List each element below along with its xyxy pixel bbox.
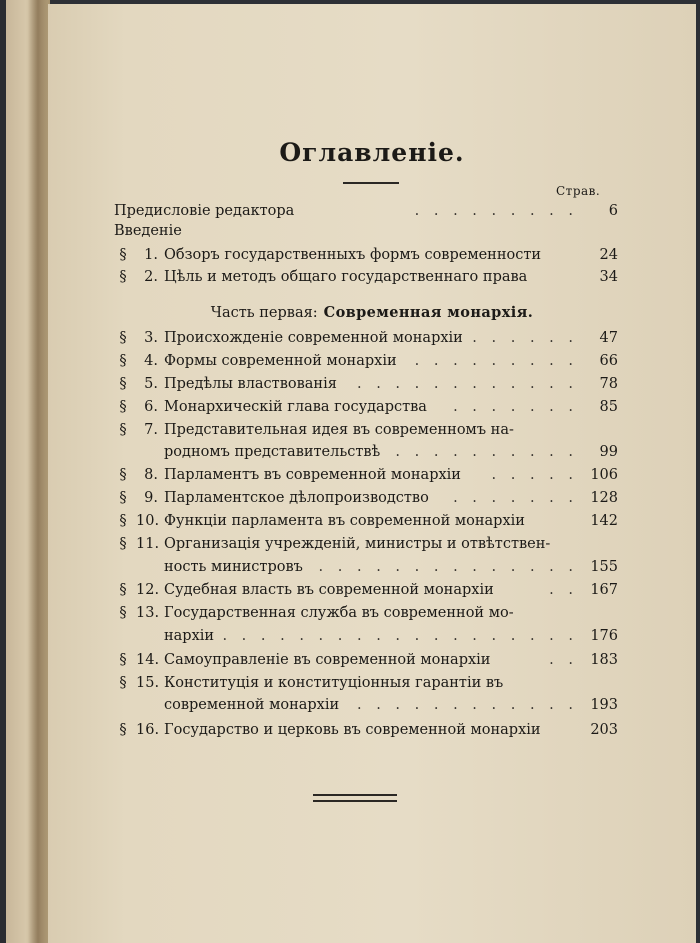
section-sign: § <box>119 269 127 285</box>
toc-entry-title: Функціи парламента въ современной монархіи <box>164 513 525 529</box>
page-number: 6 <box>608 203 618 219</box>
toc-entry <box>114 266 618 288</box>
toc-entry <box>114 220 618 242</box>
section-sign: § <box>119 353 127 369</box>
toc-entry-title: Самоуправленіе въ современной монархіи <box>164 652 491 668</box>
toc-entry <box>114 719 618 741</box>
toc-entry-title: нархіи <box>164 628 215 644</box>
page-number: 66 <box>599 353 618 369</box>
dot-leader: . . . . . <box>491 467 578 483</box>
toc-entry-title: Представительная идея въ современномъ на- <box>164 422 514 438</box>
toc-entry <box>114 579 618 601</box>
section-number: 6. <box>144 399 158 415</box>
section-sign: § <box>119 605 127 621</box>
dot-leader: . . . . . . . . . . . . <box>356 697 578 713</box>
toc-entry-title: родномъ представительствѣ <box>164 444 381 460</box>
section-number: 9. <box>144 490 158 506</box>
toc-entry-title: Монархическій глава государства <box>164 399 427 415</box>
toc-entry <box>114 533 618 555</box>
dot-leader: . . . . . . . . . . <box>395 444 578 460</box>
toc-entry-title: ность министровъ <box>164 559 303 575</box>
toc-entry-title: Обзоръ государственныхъ формъ современности <box>164 247 542 263</box>
toc-entry-title: современной монархіи <box>164 697 340 713</box>
dot-leader: . . . . . . . . . . . . <box>356 376 578 392</box>
toc-entry <box>114 602 618 624</box>
toc-entry <box>114 510 618 532</box>
section-sign: § <box>119 675 127 691</box>
toc-entry-title: Парламентъ въ современной монархіи <box>164 467 461 483</box>
toc-entry-title: Парламентское дѣлопроизводство <box>164 490 429 506</box>
section-number: 3. <box>144 330 158 346</box>
part-heading <box>48 304 696 321</box>
section-sign: § <box>119 376 127 392</box>
part-heading-title: Современная монархія. <box>323 304 534 321</box>
toc-entry <box>114 694 618 716</box>
page-title: Оглавленіе. <box>279 138 465 167</box>
toc-entry-title: Формы современной монархіи <box>164 353 397 369</box>
page-number: 47 <box>599 330 618 346</box>
page-number: 167 <box>590 582 618 598</box>
book-binding <box>28 0 48 943</box>
section-number: 15. <box>136 675 160 691</box>
section-number: 7. <box>144 422 158 438</box>
section-number: 11. <box>136 536 160 552</box>
page-number: 99 <box>599 444 618 460</box>
end-rule <box>313 794 397 796</box>
section-sign: § <box>119 722 127 738</box>
page-number: 85 <box>599 399 618 415</box>
section-sign: § <box>119 247 127 263</box>
section-number: 2. <box>144 269 158 285</box>
page-number: 176 <box>590 628 618 644</box>
page-column-header: Страв. <box>556 184 601 198</box>
page-number: 128 <box>590 490 618 506</box>
toc-entry <box>114 649 618 671</box>
dot-leader: . . <box>549 652 578 668</box>
section-number: 13. <box>136 605 160 621</box>
section-number: 5. <box>144 376 158 392</box>
section-sign: § <box>119 652 127 668</box>
dot-leader: . . . . . . . . . <box>414 203 578 219</box>
toc-entry-title: Организація учрежденій, министры и отвѣтствен- <box>164 536 551 552</box>
toc-entry-title: Введеніе <box>114 223 182 239</box>
toc-entry <box>114 244 618 266</box>
book-page <box>48 4 696 943</box>
toc-entry-title: Конституція и конституціонныя гарантіи въ <box>164 675 504 691</box>
section-number: 16. <box>136 722 160 738</box>
page-number: 34 <box>599 269 618 285</box>
section-sign: § <box>119 490 127 506</box>
dot-leader: . . . . . . . <box>453 399 578 415</box>
toc-entry <box>114 441 618 463</box>
section-sign: § <box>119 467 127 483</box>
dot-leader: . . . . . . . . . . . . . . <box>318 559 578 575</box>
section-number: 14. <box>136 652 160 668</box>
page-number: 193 <box>590 697 618 713</box>
page-number: 24 <box>599 247 618 263</box>
toc-entry-title: Цѣль и методъ общаго государственнаго права <box>164 269 528 285</box>
section-number: 8. <box>144 467 158 483</box>
part-heading-prefix: Часть первая: <box>210 305 318 321</box>
section-number: 12. <box>136 582 160 598</box>
dot-leader: . . . . . . . <box>453 490 578 506</box>
page-number: 155 <box>590 559 618 575</box>
toc-entry <box>114 625 618 647</box>
toc-entry-title: Государственная служба въ современной мо- <box>164 605 514 621</box>
section-number: 1. <box>144 247 158 263</box>
toc-entry <box>114 419 618 441</box>
toc-entry <box>114 373 618 395</box>
dot-leader: . . <box>549 582 578 598</box>
toc-entry <box>114 350 618 372</box>
page-number: 142 <box>590 513 618 529</box>
section-number: 10. <box>136 513 160 529</box>
toc-entry-title: Предѣлы властвованія <box>164 376 337 392</box>
toc-entry <box>114 200 618 222</box>
section-sign: § <box>119 330 127 346</box>
toc-entry-title: Судебная власть въ современной монархіи <box>164 582 494 598</box>
toc-entry-title: Государство и церковь въ современной монархіи <box>164 722 541 738</box>
toc-entry <box>114 464 618 486</box>
section-number: 4. <box>144 353 158 369</box>
page-number: 106 <box>590 467 618 483</box>
dot-leader: . . . . . . . . . <box>414 353 578 369</box>
section-sign: § <box>119 582 127 598</box>
section-sign: § <box>119 422 127 438</box>
toc-entry <box>114 487 618 509</box>
toc-entry-title: Происхожденіе современной монархіи <box>164 330 463 346</box>
title-rule <box>343 182 399 184</box>
section-sign: § <box>119 536 127 552</box>
page-number: 183 <box>590 652 618 668</box>
section-sign: § <box>119 399 127 415</box>
toc-entry <box>114 556 618 578</box>
section-sign: § <box>119 513 127 529</box>
page-number: 203 <box>590 722 618 738</box>
dot-leader: . . . . . . <box>472 330 578 346</box>
toc-entry <box>114 396 618 418</box>
end-rule <box>313 800 397 802</box>
dot-leader: . . . . . . . . . . . . . . . . . . . <box>222 628 578 644</box>
toc-entry <box>114 327 618 349</box>
toc-entry-title: Предисловіе редактора <box>114 203 295 219</box>
toc-entry <box>114 672 618 694</box>
page-number: 78 <box>599 376 618 392</box>
